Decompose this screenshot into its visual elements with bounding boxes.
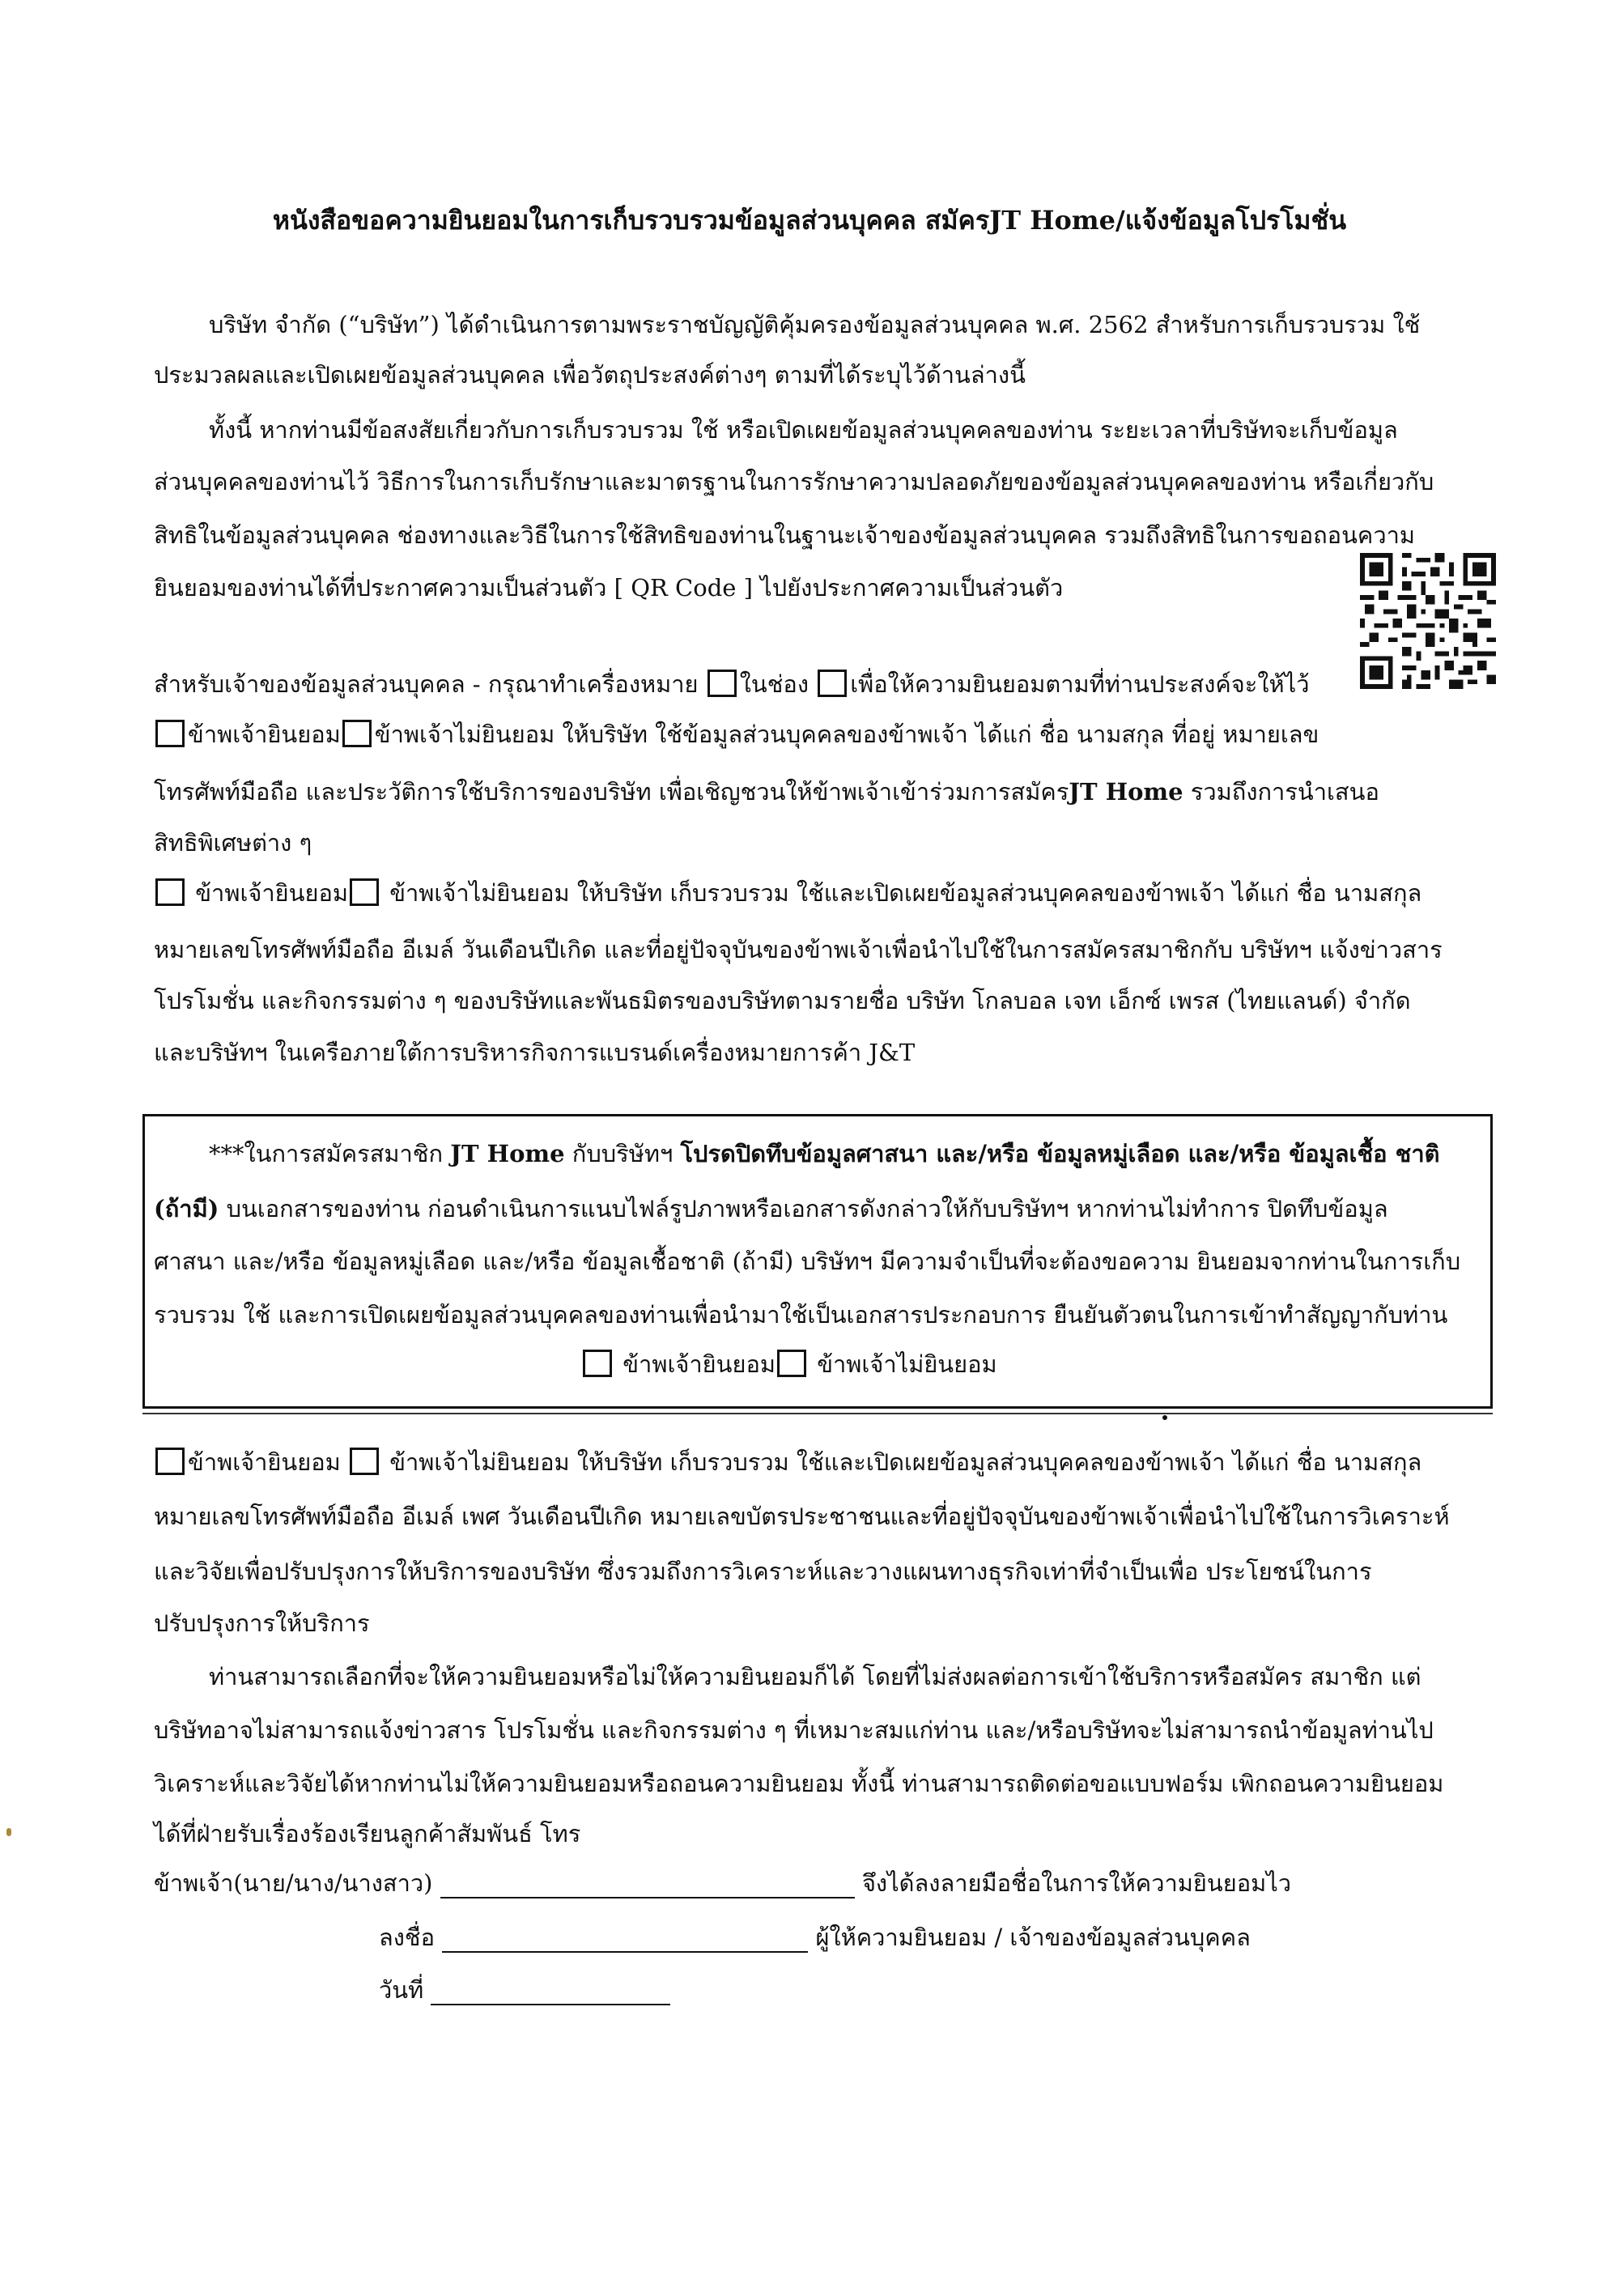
consent-3-line-2: หมายเลขโทรศัพท์มือถือ อีเมล์ เพศ วันเดือนปีเกิด หมายเลขบัตรประชาชนและที่อยู่ปัจจุบันของข้าพเจ้าเพื่อนำไปใช้ในการวิเคราะห์ — [154, 1503, 1450, 1530]
paper-speck — [6, 1828, 11, 1836]
consent-3-line-1 — [154, 1444, 1421, 1481]
intro-line-3: ทั้งนี้ หากท่านมีข้อสงสัยเกี่ยวกับการเก็บรวบรวม ใช้ หรือเปิดเผยข้อมูลส่วนบุคคลของท่าน ระยะเวลาที่บริษัทจะเก็บข้อมูล — [209, 416, 1398, 444]
sample-checkbox-1 — [708, 670, 737, 697]
consent-1-disagree-text: ข้าพเจ้าไม่ยินยอม ให้บริษัท ใช้ข้อมูลส่วนบุคคลของข้าพเจ้า ได้แก่ ชื่อ นามสกุล ที่อยู่ หมายเลข — [374, 721, 1319, 748]
notice-agree-checkbox[interactable] — [583, 1350, 612, 1377]
instruction-line — [154, 665, 1309, 703]
intro-line-2: ประมวลผลและเปิดเผยข้อมูลส่วนบุคคล เพื่อวัตถุประสงค์ต่างๆ ตามที่ได้ระบุไว้ด้านล่างนี้ — [154, 361, 1026, 389]
sign-label: ลงชื่อ — [379, 1924, 436, 1951]
signature-date-row — [379, 1971, 670, 2009]
name-label: ข้าพเจ้า(นาย/นาง/นางสาว) — [154, 1869, 433, 1897]
sign-suffix: ผู้ให้ความยินยอม / เจ้าของข้อมูลส่วนบุคคล — [815, 1924, 1251, 1951]
closing-line-3: วิเคราะห์และวิจัยได้หากท่านไม่ให้ความยินยอมหรือถอนความยินยอม ทั้งนี้ ท่านสามารถติดต่อขอแบบฟอร์ม เพิกถอนความยินยอม — [154, 1770, 1444, 1797]
consent-3-line-4: ปรับปรุงการให้บริการ — [154, 1609, 370, 1637]
dot-mark — [1162, 1415, 1167, 1420]
consent-2-disagree-checkbox[interactable] — [350, 878, 379, 906]
consent-2-line-4: และบริษัทฯ ในเครือภายใต้การบริหารกิจการแบรนด์เครื่องหมายการค้า J&T — [154, 1039, 916, 1066]
consent-2-line-1 — [154, 874, 1421, 912]
date-label: วันที่ — [379, 1976, 424, 2004]
instruction-text-3: เพื่อให้ความยินยอมตามที่ท่านประสงค์จะให้ไว้ — [850, 670, 1310, 698]
name-field[interactable] — [440, 1869, 855, 1898]
consent-1-text-a: โทรศัพท์มือถือ และประวัติการใช้บริการของบริษัท เพื่อเชิญชวนให้ข้าพเจ้าเข้าร่วมการสมัคร — [154, 778, 1069, 806]
signature-field[interactable] — [442, 1924, 808, 1953]
consent-1-disagree-checkbox[interactable] — [342, 720, 372, 747]
intro-line-4: ส่วนบุคคลของท่านไว้ วิธีการในการเก็บรักษาและมาตรฐานในการรักษาความปลอดภัยของข้อมูลส่วนบุคคลของท่าน หรือเกี่ยวกับ — [154, 468, 1434, 495]
consent-1-line-2 — [154, 773, 1379, 810]
consent-1-line-1 — [154, 716, 1319, 753]
notice-text-1c: กับบริษัทฯ — [564, 1140, 681, 1167]
intro-line-6: ยินยอมของท่านได้ที่ประกาศความเป็นส่วนตัว [ QR Code ] ไปยังประกาศความเป็นส่วนตัว — [154, 574, 1064, 602]
notice-consent-line — [581, 1346, 997, 1383]
intro-line-5: สิทธิในข้อมูลส่วนบุคคล ช่องทางและวิธีในการใช้สิทธิของท่านในฐานะเจ้าของข้อมูลส่วนบุคคล รวมถึงสิทธิในการขอถอนความ — [154, 521, 1415, 549]
qr-code-icon[interactable] — [1360, 553, 1496, 689]
consent-1-line-3: สิทธิพิเศษต่าง ๆ — [154, 829, 312, 857]
notice-line-1 — [209, 1135, 1439, 1172]
consent-2-agree-label: ข้าพเจ้ายินยอม — [195, 879, 348, 907]
notice-text-1d: โปรดปิดทึบข้อมูลศาสนา และ/หรือ ข้อมูลหมู่เลือด และ/หรือ ข้อมูลเชื้อ ชาติ — [680, 1140, 1440, 1167]
intro-line-1: บริษัท จำกัด (“บริษัท”) ได้ดำเนินการตามพระราชบัญญัติคุ้มครองข้อมูลส่วนบุคคล พ.ศ. 2562 สำหรับการเก็บรวบรวม ใช้ — [209, 311, 1421, 338]
consent-1-jt-home: JT Home — [1069, 778, 1183, 806]
consent-2-disagree-text: ข้าพเจ้าไม่ยินยอม ให้บริษัท เก็บรวบรวม ใช้และเปิดเผยข้อมูลส่วนบุคคลของข้าพเจ้า ได้แก่ ชื่อ นามสกุล — [389, 879, 1422, 907]
signature-sign-row — [379, 1919, 1251, 1956]
consent-3-disagree-checkbox[interactable] — [350, 1448, 379, 1475]
signature-name-row — [154, 1864, 1291, 1902]
divider — [142, 1413, 1493, 1414]
notice-if-any: (ถ้ามี) — [154, 1195, 219, 1222]
consent-3-agree-checkbox[interactable] — [155, 1448, 185, 1475]
instruction-text-2: ในช่อง — [739, 670, 809, 698]
consent-1-agree-label: ข้าพเจ้ายินยอม — [188, 721, 341, 748]
consent-2-agree-checkbox[interactable] — [155, 878, 185, 906]
name-suffix: จึงได้ลงลายมือชื่อในการให้ความยินยอมไว — [861, 1869, 1292, 1897]
notice-disagree-checkbox[interactable] — [777, 1350, 806, 1377]
sample-checkbox-2 — [818, 670, 847, 697]
date-field[interactable] — [431, 1976, 670, 2005]
consent-3-disagree-text: ข้าพเจ้าไม่ยินยอม ให้บริษัท เก็บรวบรวม ใช้และเปิดเผยข้อมูลส่วนบุคคลของข้าพเจ้า ได้แก่ ชื่อ นามสกุล — [389, 1448, 1422, 1476]
notice-jt-home: JT Home — [450, 1140, 565, 1167]
notice-line-4: รวบรวม ใช้ และการเปิดเผยข้อมูลส่วนบุคคลของท่านเพื่อนำมาใช้เป็นเอกสารประกอบการ ยืนยันตัวตนในการเข้าทำสัญญากับท่าน — [154, 1301, 1448, 1329]
consent-1-text-c: รวมถึงการนำเสนอ — [1183, 778, 1379, 806]
closing-line-4: ได้ที่ฝ่ายรับเรื่องร้องเรียนลูกค้าสัมพันธ์ โทร — [154, 1820, 581, 1847]
notice-disagree-label: ข้าพเจ้าไม่ยินยอม — [817, 1350, 997, 1378]
consent-3-line-3: และวิจัยเพื่อปรับปรุงการให้บริการของบริษัท ซึ่งรวมถึงการวิเคราะห์และวางแผนทางธุรกิจเท่าที่จำเป็นเพื่อ ประโยชน์ในการ — [154, 1558, 1372, 1585]
notice-line-2 — [154, 1190, 1388, 1227]
closing-line-1: ท่านสามารถเลือกที่จะให้ความยินยอมหรือไม่ให้ความยินยอมก็ได้ โดยที่ไม่ส่งผลต่อการเข้าใช้บริการหรือสมัคร สมาชิก แต่ — [209, 1663, 1421, 1690]
consent-2-line-2: หมายเลขโทรศัพท์มือถือ อีเมล์ วันเดือนปีเกิด และที่อยู่ปัจจุบันของข้าพเจ้าเพื่อนำไปใช้ในการสมัครสมาชิกกับ บริษัทฯ แจ้งข่าวสาร — [154, 936, 1443, 963]
notice-text-1a: ***ในการสมัครสมาชิก — [209, 1140, 451, 1167]
notice-agree-label: ข้าพเจ้ายินยอม — [623, 1350, 776, 1378]
notice-text-2b: บนเอกสารของท่าน ก่อนดำเนินการแนบไฟล์รูปภาพหรือเอกสารดังกล่าวให้กับบริษัทฯ หากท่านไม่ทำการ ปิดทึบข้อมูล — [219, 1195, 1388, 1222]
consent-3-agree-label: ข้าพเจ้ายินยอม — [188, 1448, 341, 1476]
instruction-text-1: สำหรับเจ้าของข้อมูลส่วนบุคคล - กรุณาทำเครื่องหมาย — [154, 670, 699, 698]
closing-line-2: บริษัทอาจไม่สามารถแจ้งข่าวสาร โปรโมชั่น และกิจกรรมต่าง ๆ ที่เหมาะสมแก่ท่าน และ/หรือบริษัทจะไม่สามารถนำข้อมูลท่านไป — [154, 1716, 1434, 1744]
notice-line-3: ศาสนา และ/หรือ ข้อมูลหมู่เลือด และ/หรือ ข้อมูลเชื้อชาติ (ถ้ามี) บริษัทฯ มีความจำเป็นที่จะต้องขอความ ยินยอมจากท่านในการเก็บ — [154, 1248, 1461, 1275]
document-title: หนังสือขอความยินยอมในการเก็บรวบรวมข้อมูลส่วนบุคคล สมัครJT Home/แจ้งข้อมูลโปรโมชั่น — [272, 205, 1347, 236]
consent-1-agree-checkbox[interactable] — [155, 720, 185, 747]
consent-2-line-3: โปรโมชั่น และกิจกรรมต่าง ๆ ของบริษัทและพันธมิตรของบริษัทตามรายชื่อ บริษัท โกลบอล เจท เอ็กซ์ เพรส (ไทยแลนด์) จำกัด — [154, 987, 1411, 1014]
